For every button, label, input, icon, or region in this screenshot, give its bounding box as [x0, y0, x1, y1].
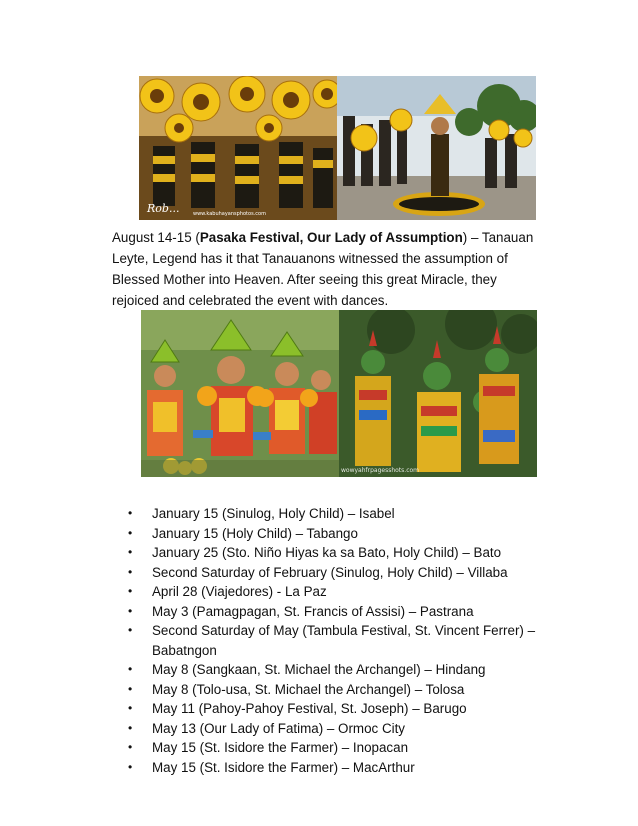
bullet-icon: •	[128, 564, 133, 579]
pasaka-festival-illustration	[139, 76, 536, 220]
list-item: • May 15 (St. Isidore the Farmer) – Inopacan	[128, 738, 548, 758]
festival-dancers-photo	[141, 310, 537, 477]
pasaka-festival-photo	[139, 76, 536, 220]
festival-name: Pasaka Festival, Our Lady of Assumption	[199, 230, 463, 245]
photo-signature: Rob...	[147, 202, 180, 215]
list-item: • May 3 (Pamagpagan, St. Francis of Assisi) – Pastrana	[128, 602, 548, 622]
list-item: • January 25 (Sto. Niño Hiyas ka sa Bato, Holy Child) – Bato	[128, 543, 548, 563]
pasaka-festival-description	[112, 227, 542, 311]
list-item: • January 15 (Holy Child) – Tabango	[128, 524, 548, 544]
bullet-icon: •	[128, 545, 133, 559]
bullet-icon: •	[128, 759, 133, 774]
list-item: • May 15 (St. Isidore the Farmer) – MacArthur	[128, 758, 548, 778]
bullet-icon: •	[128, 662, 133, 676]
bullet-icon: •	[128, 506, 133, 520]
list-item: • May 13 (Our Lady of Fatima) – Ormoc City	[128, 719, 548, 739]
festival-events-list	[128, 504, 548, 777]
bullet-icon: •	[128, 603, 133, 618]
list-item: • May 8 (Sangkaan, St. Michael the Archangel) – Hindang	[128, 660, 548, 680]
bullet-icon: •	[128, 525, 133, 540]
bullet-icon: •	[128, 681, 133, 696]
list-item: • May 8 (Tolo-usa, St. Michael the Archangel) – Tolosa	[128, 680, 548, 700]
bullet-icon: •	[128, 584, 133, 598]
photo-watermark: www.kabuhayansphotos.com	[193, 211, 266, 217]
bullet-icon: •	[128, 701, 133, 715]
list-item: • April 28 (Viajedores) - La Paz	[128, 582, 548, 602]
list-item: • January 15 (Sinulog, Holy Child) – Isabel	[128, 504, 548, 524]
list-item: • May 11 (Pahoy-Pahoy Festival, St. Joseph) – Barugo	[128, 699, 548, 719]
bullet-icon: •	[128, 720, 133, 735]
bullet-icon: •	[128, 740, 133, 754]
bullet-icon: •	[128, 623, 133, 637]
festival-date: August 14-15 (	[112, 230, 200, 245]
festival-dancers-illustration	[141, 310, 537, 477]
photo-watermark-2: wowyahfrpagesshots.com	[341, 467, 420, 474]
festival-details: ) – Tanauan Leyte, Legend has it that Tanauanons witnessed the assumption of Blessed Mother into Heaven. After seeing this great Miracle, they rejoiced and celebrated the event with dances.	[112, 230, 534, 308]
list-item: • Second Saturday of February (Sinulog, Holy Child) – Villaba	[128, 563, 548, 583]
list-item: • Second Saturday of May (Tambula Festival, St. Vincent Ferrer) – Babatngon	[128, 623, 536, 658]
